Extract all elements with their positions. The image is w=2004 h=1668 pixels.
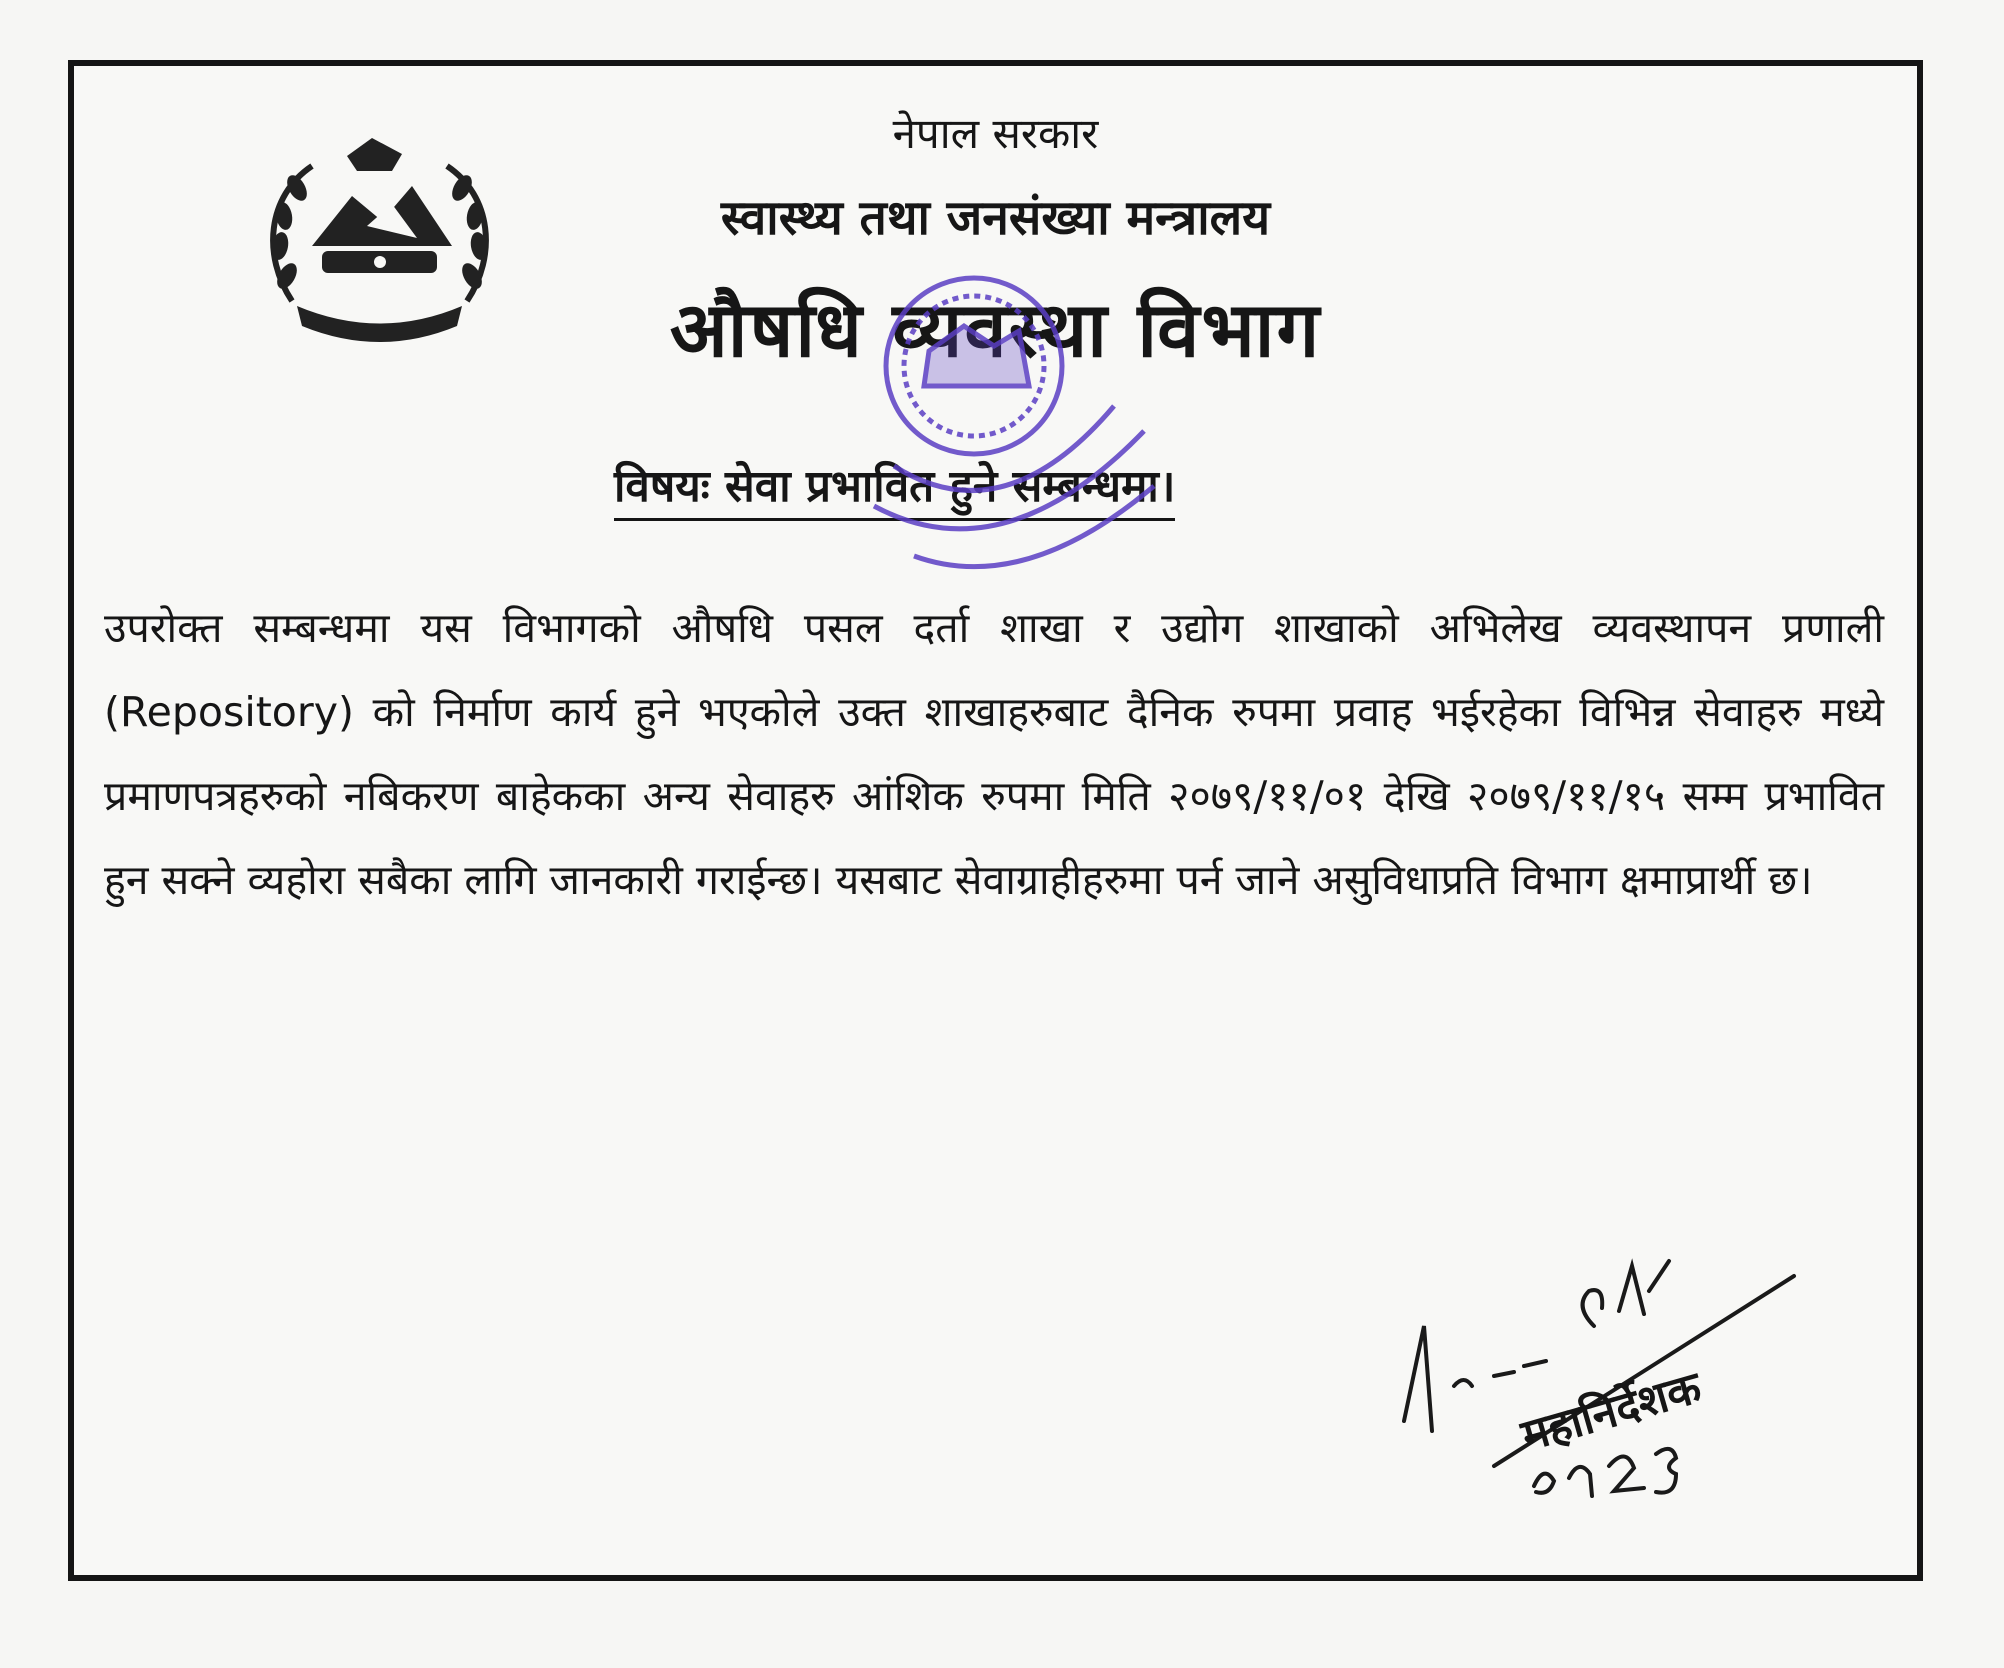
notice-frame <box>68 60 1923 1581</box>
notice-body: उपरोक्त सम्बन्धमा यस विभागको औषधि पसल दर्ता शाखा र उद्योग शाखाको अभिलेख व्यवस्थापन प्रणाली (Repository) को निर्माण कार्य हुने भएकोले उक्त शाखाहरुबाट दैनिक रुपमा प्रवाह भईरहेका विभिन्न सेवाहरु मध्ये प्रमाणपत्रहरुको नबिकरण बाहेकका अन्य सेवाहरु आंशिक रुपमा मिति २०७९/११/०१ देखि २०७९/११/१५ सम्म प्रभावित हुन सक्ने व्यहोरा सबैका लागि जानकारी गराईन्छ। यसबाट सेवाग्राहीहरुमा पर्न जाने असुविधाप्रति विभाग क्षमाप्रार्थी छ। <box>104 604 1884 904</box>
signature <box>1364 1196 1884 1516</box>
ministry-title: स्वास्थ्य तथा जनसंख्या मन्त्रालय <box>720 190 1271 246</box>
government-title: नेपाल सरकार <box>892 109 1099 158</box>
department-title: औषधि व्यवस्था विभाग <box>669 285 1322 374</box>
subject-line: विषयः सेवा प्रभावित हुने सम्बन्धमा। <box>614 454 1175 521</box>
designation-label: महानिर्देशक <box>1515 1362 1707 1462</box>
office-stamp <box>854 256 1184 616</box>
